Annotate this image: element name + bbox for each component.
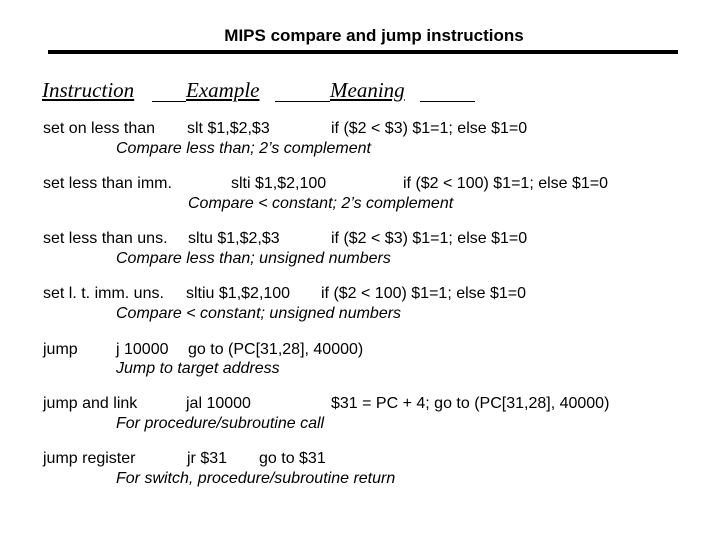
row-name: set less than uns. bbox=[43, 230, 168, 247]
row-description: For procedure/subroutine call bbox=[116, 415, 325, 432]
row-description: Compare less than; unsigned numbers bbox=[116, 250, 391, 267]
row-name: set l. t. imm. uns. bbox=[43, 285, 164, 302]
row-meaning: if ($2 < 100) $1=1; else $1=0 bbox=[321, 285, 527, 302]
row-meaning: if ($2 < 100) $1=1; else $1=0 bbox=[403, 175, 609, 192]
row-description: Compare less than; 2’s complement bbox=[116, 140, 371, 157]
header-meaning: Meaning bbox=[330, 78, 405, 102]
header-underline-gap-1 bbox=[152, 101, 186, 102]
row-name: set on less than bbox=[43, 120, 156, 137]
row-name: set less than imm. bbox=[43, 175, 172, 192]
row-description: Compare < constant; unsigned numbers bbox=[116, 305, 402, 322]
row-name: jump bbox=[43, 341, 78, 358]
row-description: Jump to target address bbox=[116, 360, 280, 377]
row-example: jr $31 bbox=[187, 450, 228, 467]
row-meaning: go to $31 bbox=[259, 450, 326, 467]
row-name: jump and link bbox=[43, 395, 138, 412]
header-instruction: Instruction bbox=[42, 78, 135, 102]
row-example: sltiu $1,$2,100 bbox=[186, 285, 291, 302]
row-example: sltu $1,$2,$3 bbox=[188, 230, 280, 247]
row-description: Compare < constant; 2’s complement bbox=[188, 195, 454, 212]
row-example: jal 10000 bbox=[186, 395, 251, 412]
row-meaning: if ($2 < $3) $1=1; else $1=0 bbox=[331, 230, 528, 247]
header-underline-tail bbox=[420, 101, 475, 102]
row-example: slt $1,$2,$3 bbox=[187, 120, 270, 137]
row-meaning: if ($2 < $3) $1=1; else $1=0 bbox=[331, 120, 528, 137]
page-title: MIPS compare and jump instructions bbox=[224, 26, 524, 45]
title-rule bbox=[48, 50, 678, 54]
row-name: jump register bbox=[43, 450, 136, 467]
row-example: slti $1,$2,100 bbox=[231, 175, 327, 192]
header-underline-gap-2 bbox=[275, 101, 330, 102]
row-meaning: $31 = PC + 4; go to (PC[31,28], 40000) bbox=[331, 395, 610, 412]
row-example: j 10000 bbox=[116, 341, 169, 358]
row-meaning: go to (PC[31,28], 40000) bbox=[188, 341, 364, 358]
header-example: Example bbox=[186, 78, 260, 102]
row-description: For switch, procedure/subroutine return bbox=[116, 470, 396, 487]
